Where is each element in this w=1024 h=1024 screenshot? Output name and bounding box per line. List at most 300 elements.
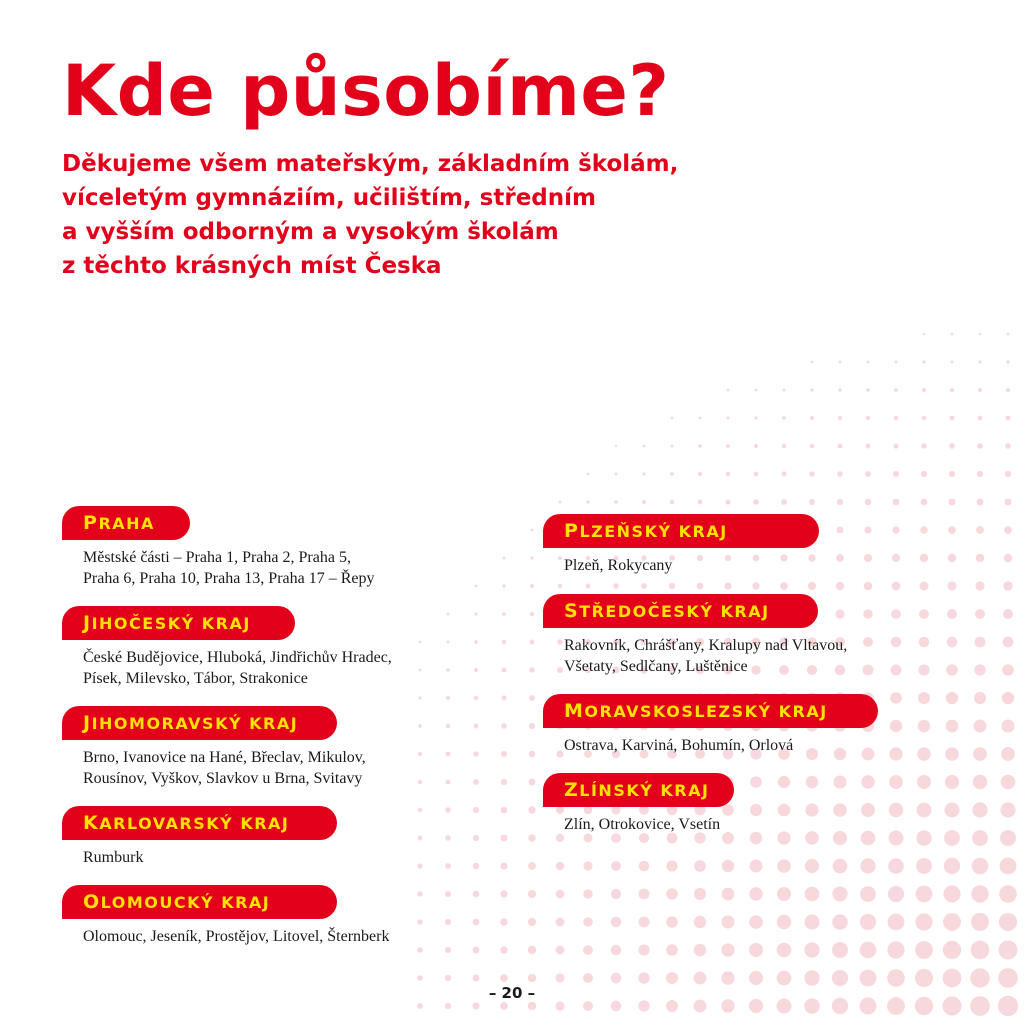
halftone-dot xyxy=(501,695,506,700)
region-towns xyxy=(564,555,819,576)
halftone-dot xyxy=(639,917,650,928)
halftone-dot xyxy=(949,471,955,477)
halftone-dot xyxy=(863,609,872,618)
region-towns xyxy=(564,814,734,835)
region-label-initial: P xyxy=(564,520,580,542)
towns-line: Brno, Ivanovice na Hané, Břeclav, Mikulov, xyxy=(83,749,366,766)
halftone-dot xyxy=(832,914,848,930)
halftone-dot xyxy=(501,723,507,729)
halftone-dot xyxy=(778,776,790,788)
halftone-dot xyxy=(530,556,533,559)
halftone-dot xyxy=(978,360,981,363)
halftone-dot xyxy=(473,835,479,841)
region-label-initial: P xyxy=(83,512,99,534)
halftone-dot xyxy=(615,445,617,447)
halftone-dot xyxy=(1005,443,1011,449)
halftone-dot xyxy=(500,918,508,926)
halftone-dot xyxy=(446,780,451,785)
halftone-dot xyxy=(921,499,928,506)
region-towns xyxy=(83,926,389,947)
halftone-dot xyxy=(783,389,786,392)
towns-line: Ostrava, Karviná, Bohumín, Orlová xyxy=(564,737,794,754)
halftone-dot xyxy=(726,472,731,477)
halftone-dot xyxy=(917,803,932,818)
halftone-dot xyxy=(613,583,618,588)
halftone-dot xyxy=(838,416,842,420)
halftone-dot xyxy=(530,612,534,616)
halftone-dot xyxy=(446,724,450,728)
halftone-dot xyxy=(754,472,759,477)
halftone-dot xyxy=(947,609,957,619)
halftone-dot xyxy=(529,779,536,786)
halftone-dot xyxy=(501,779,507,785)
region-towns xyxy=(83,547,375,589)
subtitle-line: Děkujeme všem mateřským, základním školám, xyxy=(62,151,679,177)
halftone-dot xyxy=(861,831,876,846)
halftone-dot xyxy=(698,444,702,448)
halftone-dot xyxy=(754,416,757,419)
halftone-dot xyxy=(724,582,731,589)
halftone-dot xyxy=(722,916,735,929)
halftone-dot xyxy=(1000,858,1017,875)
halftone-dot xyxy=(972,858,989,875)
halftone-dot xyxy=(1006,388,1010,392)
halftone-dot xyxy=(923,333,925,335)
halftone-dot xyxy=(975,609,985,619)
towns-line: Plzeň, Rokycany xyxy=(564,557,673,574)
halftone-dot xyxy=(445,835,451,841)
halftone-dot xyxy=(445,891,451,897)
halftone-dot xyxy=(915,941,933,959)
halftone-dot xyxy=(583,917,593,927)
subtitle-line: a vyšším odborným a vysokým školám xyxy=(62,219,559,245)
towns-line: Městské části – Praha 1, Praha 2, Praha 5, xyxy=(83,549,351,566)
halftone-dot xyxy=(918,692,930,704)
region-label xyxy=(62,606,295,640)
halftone-dot xyxy=(974,664,985,675)
halftone-dot xyxy=(611,861,621,871)
halftone-dot xyxy=(500,862,507,869)
halftone-dot xyxy=(893,471,899,477)
halftone-dot xyxy=(946,664,957,675)
halftone-dot xyxy=(922,360,925,363)
halftone-dot xyxy=(946,720,959,733)
halftone-dot xyxy=(920,554,928,562)
halftone-dot xyxy=(1002,664,1014,676)
halftone-dot xyxy=(555,973,564,982)
halftone-dot xyxy=(670,500,674,504)
halftone-dot xyxy=(943,941,961,959)
halftone-dot xyxy=(446,752,451,757)
halftone-dot xyxy=(945,803,960,818)
halftone-dot xyxy=(556,890,565,899)
halftone-dot xyxy=(971,941,990,960)
halftone-dot xyxy=(417,891,422,896)
region-jihocesky-kraj xyxy=(62,606,392,689)
region-label xyxy=(543,594,818,628)
halftone-dot xyxy=(528,890,536,898)
halftone-dot xyxy=(556,834,564,842)
region-label-initial: O xyxy=(83,891,101,913)
region-label-initial: Z xyxy=(564,779,580,801)
region-jihomoravsky-kraj xyxy=(62,706,366,789)
halftone-dot xyxy=(888,886,904,902)
halftone-dot xyxy=(971,913,989,931)
halftone-dot xyxy=(777,943,792,958)
halftone-dot xyxy=(1006,416,1011,421)
halftone-dot xyxy=(666,860,677,871)
region-label-rest: IHOMORAVSKÝ KRAJ xyxy=(91,714,299,733)
halftone-dot xyxy=(418,724,422,728)
region-olomoucky-kraj xyxy=(62,885,389,947)
halftone-dot xyxy=(666,972,678,984)
halftone-dot xyxy=(866,416,870,420)
halftone-dot xyxy=(473,919,480,926)
halftone-dot xyxy=(750,860,763,873)
halftone-dot xyxy=(833,859,848,874)
halftone-dot xyxy=(975,581,984,590)
halftone-dot xyxy=(972,830,988,846)
halftone-dot xyxy=(860,914,876,930)
halftone-dot xyxy=(950,416,955,421)
halftone-dot xyxy=(752,582,759,589)
halftone-dot xyxy=(614,500,618,504)
halftone-dot xyxy=(921,443,926,448)
region-label xyxy=(543,514,819,548)
towns-line: Zlín, Otrokovice, Vsetín xyxy=(564,816,721,833)
halftone-dot xyxy=(945,775,959,789)
halftone-dot xyxy=(777,915,791,929)
halftone-dot xyxy=(726,444,730,448)
region-plzensky-kraj xyxy=(543,514,819,576)
halftone-dot xyxy=(888,914,905,931)
halftone-dot xyxy=(503,557,506,560)
region-towns xyxy=(564,635,847,677)
halftone-dot xyxy=(1000,830,1016,846)
halftone-dot xyxy=(586,584,591,589)
halftone-dot xyxy=(529,723,535,729)
halftone-dot xyxy=(699,417,702,420)
subtitle-line: víceletým gymnáziím, učilištím, středním xyxy=(62,185,596,211)
halftone-dot xyxy=(754,444,758,448)
halftone-dot xyxy=(860,942,877,959)
halftone-dot xyxy=(694,916,706,928)
towns-line: Písek, Milevsko, Tábor, Strakonice xyxy=(83,670,308,687)
halftone-dot xyxy=(808,582,816,590)
halftone-dot xyxy=(922,416,927,421)
halftone-dot xyxy=(1002,720,1015,733)
halftone-dot xyxy=(837,471,843,477)
halftone-dot xyxy=(749,971,763,985)
halftone-dot xyxy=(971,885,988,902)
halftone-dot xyxy=(642,472,645,475)
halftone-dot xyxy=(583,1001,593,1011)
halftone-dot xyxy=(727,389,730,392)
halftone-dot xyxy=(639,889,650,900)
halftone-dot xyxy=(890,720,902,732)
region-label xyxy=(62,706,337,740)
subtitle-line: z těchto krásných míst Česka xyxy=(62,253,442,279)
halftone-dot xyxy=(889,803,903,817)
halftone-dot xyxy=(891,609,901,619)
halftone-dot xyxy=(417,947,423,953)
halftone-dot xyxy=(833,831,847,845)
halftone-dot xyxy=(944,886,961,903)
halftone-dot xyxy=(892,582,901,591)
halftone-dot xyxy=(947,581,956,590)
region-label-initial: J xyxy=(83,612,92,634)
region-towns xyxy=(83,647,392,689)
halftone-dot xyxy=(670,444,673,447)
halftone-dot xyxy=(583,889,592,898)
halftone-dot xyxy=(417,863,422,868)
region-label-rest: LOMOUCKÝ KRAJ xyxy=(100,893,271,912)
halftone-dot xyxy=(951,333,954,336)
region-label-rest: LÍNSKÝ KRAJ xyxy=(579,781,710,800)
halftone-dot xyxy=(865,499,872,506)
halftone-dot xyxy=(975,637,986,648)
region-karlovarsky-kraj xyxy=(62,806,337,868)
halftone-dot xyxy=(979,333,982,336)
halftone-dot xyxy=(804,942,819,957)
towns-line: Praha 6, Praha 10, Praha 13, Praha 17 – Řepy xyxy=(83,570,375,587)
halftone-dot xyxy=(889,831,904,846)
halftone-dot xyxy=(642,500,646,504)
halftone-dot xyxy=(781,471,786,476)
halftone-dot xyxy=(528,946,536,954)
halftone-dot xyxy=(999,941,1018,960)
halftone-dot xyxy=(666,888,677,899)
halftone-dot xyxy=(811,361,814,364)
halftone-dot xyxy=(949,443,954,448)
halftone-dot xyxy=(782,444,786,448)
halftone-dot xyxy=(1004,554,1013,563)
towns-line: Rumburk xyxy=(83,849,144,866)
halftone-dot xyxy=(417,919,422,924)
halftone-dot xyxy=(611,1001,622,1012)
halftone-dot xyxy=(809,499,815,505)
halftone-dot xyxy=(528,862,536,870)
halftone-dot xyxy=(474,668,478,672)
region-label xyxy=(62,806,337,840)
halftone-dot xyxy=(777,831,790,844)
halftone-dot xyxy=(892,526,899,533)
region-label xyxy=(543,773,734,807)
halftone-dot xyxy=(972,802,987,817)
halftone-dot xyxy=(749,887,762,900)
halftone-dot xyxy=(946,692,958,704)
halftone-dot xyxy=(445,947,451,953)
halftone-dot xyxy=(750,776,762,788)
halftone-dot xyxy=(722,860,734,872)
halftone-dot xyxy=(555,1001,564,1010)
halftone-dot xyxy=(832,942,848,958)
halftone-dot xyxy=(919,609,929,619)
region-zlinsky-kraj xyxy=(543,773,734,835)
region-label xyxy=(543,694,878,728)
halftone-dot xyxy=(501,807,508,814)
halftone-dot xyxy=(500,1002,508,1010)
halftone-dot xyxy=(944,830,960,846)
halftone-dot xyxy=(694,972,707,985)
halftone-dot xyxy=(643,445,646,448)
halftone-dot xyxy=(475,585,478,588)
region-moravskoslezsky-kraj xyxy=(543,694,878,756)
halftone-dot xyxy=(892,554,900,562)
halftone-dot xyxy=(974,692,986,704)
halftone-dot xyxy=(945,747,959,761)
halftone-dot xyxy=(809,471,814,476)
halftone-dot xyxy=(948,554,956,562)
halftone-dot xyxy=(638,1000,649,1011)
halftone-dot xyxy=(583,861,592,870)
halftone-dot xyxy=(918,720,931,733)
halftone-dot xyxy=(721,971,734,984)
halftone-dot xyxy=(669,583,675,589)
halftone-dot xyxy=(810,444,815,449)
halftone-dot xyxy=(529,695,535,701)
halftone-dot xyxy=(500,946,508,954)
halftone-dot xyxy=(474,640,478,644)
halftone-dot xyxy=(976,526,984,534)
halftone-dot xyxy=(694,944,707,957)
halftone-dot xyxy=(725,499,730,504)
halftone-dot xyxy=(864,554,872,562)
towns-line: Rakovník, Chrášťany, Kralupy nad Vltavou, xyxy=(564,637,848,654)
region-towns xyxy=(564,735,878,756)
halftone-dot xyxy=(891,665,902,676)
halftone-dot xyxy=(889,747,902,760)
region-label-rest: IHOČESKÝ KRAJ xyxy=(91,614,251,633)
halftone-dot xyxy=(671,417,674,420)
halftone-dot xyxy=(978,416,983,421)
halftone-dot xyxy=(473,751,478,756)
halftone-dot xyxy=(474,724,479,729)
halftone-dot xyxy=(726,416,729,419)
halftone-dot xyxy=(947,637,958,648)
halftone-dot xyxy=(1005,499,1012,506)
halftone-dot xyxy=(976,554,985,563)
halftone-dot xyxy=(888,858,904,874)
halftone-dot xyxy=(473,891,480,898)
halftone-dot xyxy=(810,388,813,391)
halftone-dot xyxy=(666,916,678,928)
halftone-dot xyxy=(528,806,535,813)
halftone-dot xyxy=(949,499,956,506)
halftone-dot xyxy=(916,858,932,874)
halftone-dot xyxy=(864,582,873,591)
halftone-dot xyxy=(418,808,423,813)
halftone-dot xyxy=(777,859,791,873)
halftone-dot xyxy=(922,388,926,392)
halftone-dot xyxy=(916,886,933,903)
halftone-dot xyxy=(556,862,565,871)
halftone-dot xyxy=(977,499,984,506)
halftone-dot xyxy=(973,747,987,761)
halftone-dot xyxy=(473,947,480,954)
halftone-dot xyxy=(502,640,506,644)
halftone-dot xyxy=(694,888,706,900)
halftone-dot xyxy=(860,858,875,873)
halftone-dot xyxy=(528,834,536,842)
halftone-dot xyxy=(889,775,903,789)
halftone-dot xyxy=(837,527,844,534)
halftone-dot xyxy=(615,473,618,476)
halftone-dot xyxy=(472,1002,479,1009)
halftone-dot xyxy=(446,668,450,672)
halftone-dot xyxy=(750,832,763,845)
halftone-dot xyxy=(1000,802,1015,817)
halftone-dot xyxy=(530,584,534,588)
halftone-dot xyxy=(867,361,870,364)
halftone-dot xyxy=(1006,360,1009,363)
halftone-dot xyxy=(694,860,706,872)
halftone-dot xyxy=(529,667,534,672)
halftone-dot xyxy=(805,915,820,930)
halftone-dot xyxy=(866,444,871,449)
halftone-dot xyxy=(558,584,562,588)
halftone-dot xyxy=(611,945,621,955)
halftone-dot xyxy=(721,943,734,956)
halftone-dot xyxy=(916,830,931,845)
halftone-dot xyxy=(1002,692,1014,704)
halftone-dot xyxy=(863,637,873,647)
halftone-dot xyxy=(417,1003,423,1009)
halftone-dot xyxy=(864,526,871,533)
halftone-dot xyxy=(698,472,702,476)
halftone-dot xyxy=(863,665,874,676)
halftone-dot xyxy=(893,443,898,448)
halftone-dot xyxy=(529,751,536,758)
halftone-dot xyxy=(611,917,621,927)
region-label-initial: K xyxy=(83,812,100,834)
halftone-dot xyxy=(891,637,901,647)
halftone-dot xyxy=(919,637,930,648)
halftone-dot xyxy=(805,803,818,816)
halftone-dot xyxy=(501,751,507,757)
halftone-dot xyxy=(474,696,479,701)
halftone-dot xyxy=(528,1002,537,1011)
halftone-dot xyxy=(473,975,480,982)
towns-line: České Budějovice, Hluboká, Jindřichův Hradec, xyxy=(83,649,392,666)
halftone-dot xyxy=(999,913,1017,931)
halftone-dot xyxy=(753,499,759,505)
halftone-dot xyxy=(419,641,422,644)
halftone-dot xyxy=(861,775,874,788)
halftone-dot xyxy=(446,696,450,700)
halftone-dot xyxy=(501,835,508,842)
halftone-dot xyxy=(500,890,507,897)
halftone-dot xyxy=(1007,333,1010,336)
halftone-dot xyxy=(556,946,565,955)
halftone-dot xyxy=(418,696,421,699)
halftone-dot xyxy=(528,918,536,926)
halftone-dot xyxy=(894,388,898,392)
halftone-dot xyxy=(860,886,876,902)
halftone-dot xyxy=(722,888,735,901)
halftone-dot xyxy=(974,720,987,733)
halftone-dot xyxy=(474,612,477,615)
region-towns xyxy=(83,847,337,868)
halftone-dot xyxy=(806,776,819,789)
region-stredocesky-kraj xyxy=(543,594,847,677)
halftone-dot xyxy=(832,886,847,901)
halftone-dot xyxy=(833,803,847,817)
region-label-initial: S xyxy=(564,600,580,622)
page-number: – 20 – xyxy=(488,984,536,1002)
halftone-dot xyxy=(417,975,423,981)
halftone-dot xyxy=(556,918,565,927)
